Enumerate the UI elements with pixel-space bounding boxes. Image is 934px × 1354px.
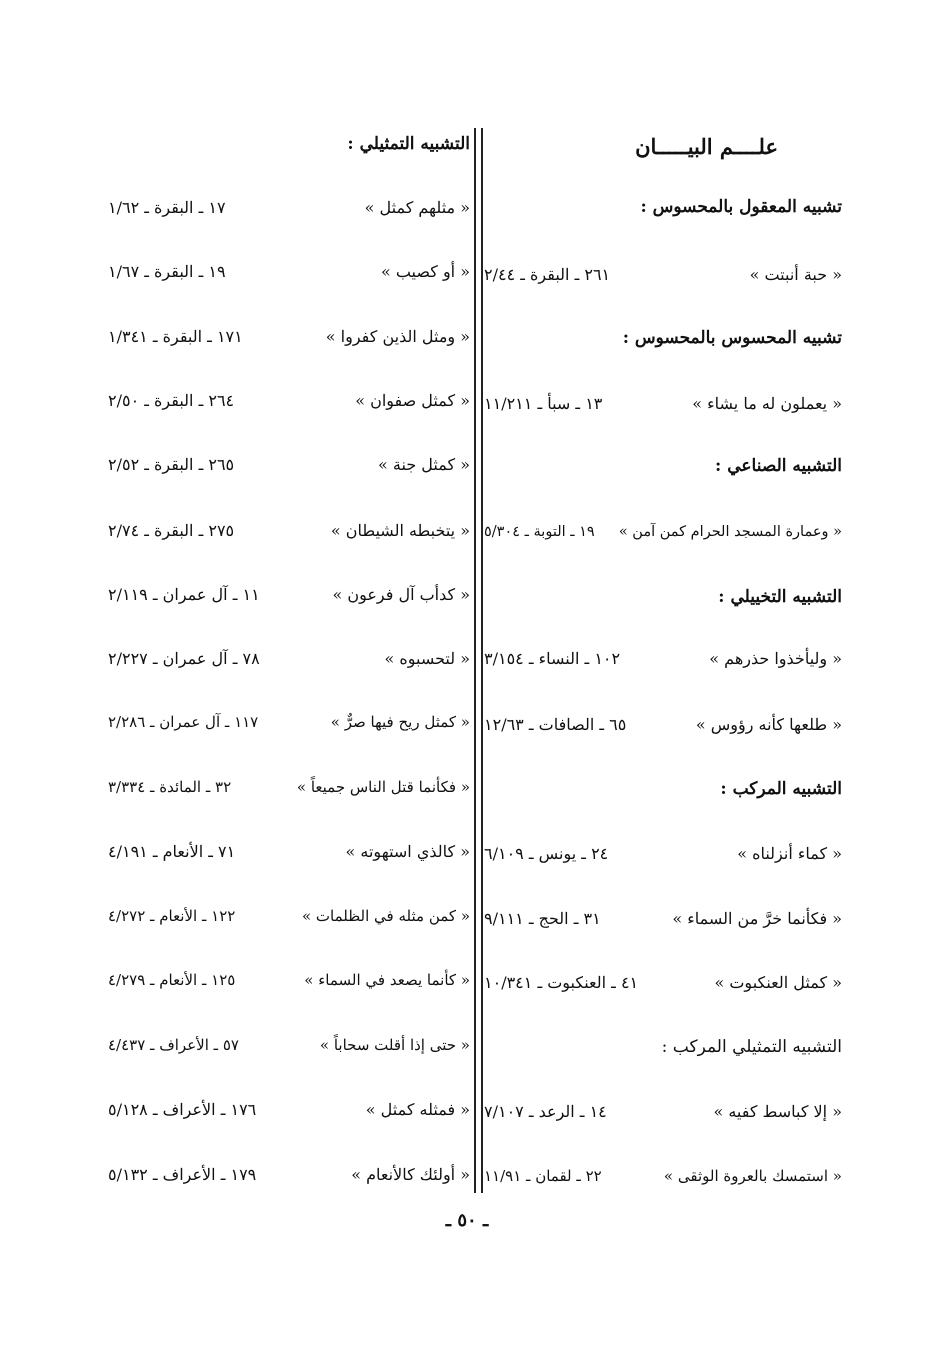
verse-reference: ٣١ ـ الحج ـ ٩/١١١ (484, 908, 601, 928)
right-column-title-row (484, 130, 842, 162)
verse-reference: ١٧٦ ـ الأعراف ـ ٥/١٢٨ (108, 1099, 257, 1119)
quote-phrase: « كمثل العنكبوت » (714, 972, 842, 992)
quote-phrase: « كماء أنزلناه » (737, 843, 842, 863)
list-item (484, 516, 842, 548)
quote-phrase: « كدأب آل فرعون » (332, 584, 470, 604)
list-item (484, 322, 842, 354)
left-column-title: التشبيه التمثيلي : (347, 134, 470, 154)
list-item (484, 1095, 842, 1127)
quote-phrase: « كالذي استهوته » (345, 841, 470, 861)
quote-phrase: « ومثل الذين كفروا » (325, 326, 470, 346)
quote-phrase: « كمثل جنة » (378, 454, 470, 474)
list-item (484, 191, 842, 223)
list-item (108, 1029, 470, 1061)
quote-phrase: « طلعها كأنه رؤوس » (695, 714, 842, 734)
list-item (108, 1093, 470, 1125)
quote-phrase: « فكأنما قتل الناس جميعاً » (296, 778, 470, 796)
quote-phrase: « يعملون له ما يشاء » (692, 393, 842, 413)
verse-reference: ١٠٢ ـ النساء ـ ٣/١٥٤ (484, 648, 621, 668)
verse-reference: ٢٦٤ ـ البقرة ـ ٢/٥٠ (108, 390, 235, 410)
verse-reference: ١٩ ـ التوبة ـ ٥/٣٠٤ (484, 524, 595, 540)
list-item (108, 448, 470, 480)
section-heading: التشبيه التمثيلي المركب : (661, 1037, 842, 1057)
quote-phrase: « كمن مثله في الظلمات » (301, 907, 470, 925)
quote-phrase: « فكأنما خرَّ من السماء » (672, 908, 842, 928)
verse-reference: ١٢٥ ـ الأنعام ـ ٤/٢٧٩ (108, 971, 236, 989)
verse-reference: ٧٨ ـ آل عمران ـ ٢/٢٢٧ (108, 648, 260, 668)
quote-phrase: « إلا كباسط كفيه » (713, 1101, 842, 1121)
verse-reference: ١٧ ـ البقرة ـ ١/٦٢ (108, 197, 226, 217)
verse-reference: ١١ ـ آل عمران ـ ٢/١١٩ (108, 584, 260, 604)
verse-reference: ٥٧ ـ الأعراف ـ ٤/٤٣٧ (108, 1036, 239, 1054)
list-item (108, 320, 470, 352)
quote-phrase: « استمسك بالعروة الوثقى » (663, 1167, 842, 1185)
verse-reference: ١٣ ـ سبأ ـ ١١/٢١١ (484, 393, 603, 413)
list-item (484, 708, 842, 740)
column-divider (474, 128, 483, 1193)
verse-reference: ٧١ ـ الأنعام ـ ٤/١٩١ (108, 841, 236, 861)
quote-phrase: « فمثله كمثل » (365, 1099, 470, 1119)
quote-phrase: « أو كصيب » (380, 261, 470, 281)
verse-reference: ١٢٢ ـ الأنعام ـ ٤/٢٧٢ (108, 907, 236, 925)
list-item (484, 387, 842, 419)
verse-reference: ١٤ ـ الرعد ـ ٧/١٠٧ (484, 1101, 607, 1121)
quote-phrase: « حبة أنبتت » (749, 264, 842, 284)
verse-reference: ١٩ ـ البقرة ـ ١/٦٧ (108, 261, 226, 281)
quote-phrase: « يتخبطه الشيطان » (330, 520, 470, 540)
list-item (108, 578, 470, 610)
section-heading: تشبيه المحسوس بالمحسوس : (622, 328, 842, 348)
quote-phrase: « كمثل ريح فيها صرٌّ » (330, 713, 470, 731)
list-item (484, 581, 842, 613)
quote-phrase: « وعمارة المسجد الحرام كمن آمن » (618, 524, 842, 540)
list-item (484, 837, 842, 869)
verse-reference: ٣٢ ـ المائدة ـ ٣/٣٣٤ (108, 778, 232, 796)
list-item (108, 642, 470, 674)
list-item (484, 1160, 842, 1192)
quote-phrase: « حتى إذا أقلت سحاباً » (319, 1036, 470, 1054)
quote-phrase: « أولئك كالأنعام » (351, 1164, 470, 1184)
verse-reference: ٢٤ ـ يونس ـ ٦/١٠٩ (484, 843, 609, 863)
list-item (108, 964, 470, 996)
left-column-title-row (108, 128, 470, 160)
verse-reference: ٦٥ ـ الصافات ـ ١٢/٦٣ (484, 714, 627, 734)
list-item (108, 900, 470, 932)
section-heading: التشبيه التخييلي : (718, 587, 842, 607)
verse-reference: ٢٢ ـ لقمان ـ ١١/٩١ (484, 1167, 602, 1185)
list-item (108, 835, 470, 867)
verse-reference: ٢٧٥ ـ البقرة ـ ٢/٧٤ (108, 520, 235, 540)
list-item (108, 706, 470, 738)
verse-reference: ٢٦٥ ـ البقرة ـ ٢/٥٢ (108, 454, 235, 474)
list-item (108, 384, 470, 416)
list-item (108, 514, 470, 546)
list-item (484, 902, 842, 934)
quote-phrase: « وليأخذوا حذرهم » (709, 648, 842, 668)
section-heading: التشبيه الصناعي : (715, 456, 842, 476)
verse-reference: ١٧١ ـ البقرة ـ ١/٣٤١ (108, 326, 243, 346)
verse-reference: ١١٧ ـ آل عمران ـ ٢/٢٨٦ (108, 713, 259, 731)
list-item (484, 773, 842, 805)
verse-reference: ٢٦١ ـ البقرة ـ ٢/٤٤ (484, 264, 611, 284)
section-heading: تشبيه المعقول بالمحسوس : (640, 197, 842, 217)
list-item (484, 450, 842, 482)
list-item (108, 1158, 470, 1190)
quote-phrase: « كمثل صفوان » (355, 390, 470, 410)
list-item (484, 966, 842, 998)
list-item (484, 642, 842, 674)
page-number: ـ ٥٠ ـ (445, 1210, 489, 1231)
list-item (108, 771, 470, 803)
section-heading: التشبيه المركب : (720, 779, 842, 799)
list-item (484, 258, 842, 290)
right-column-title: علــــم البيـــــان (635, 133, 778, 159)
verse-reference: ١٧٩ ـ الأعراف ـ ٥/١٣٢ (108, 1164, 257, 1184)
list-item (108, 255, 470, 287)
quote-phrase: « مثلهم كمثل » (364, 197, 470, 217)
list-item (484, 1031, 842, 1063)
list-item (108, 191, 470, 223)
quote-phrase: « كأنما يصعد في السماء » (304, 971, 470, 989)
verse-reference: ٤١ ـ العنكبوت ـ ١٠/٣٤١ (484, 972, 639, 992)
quote-phrase: « لتحسبوه » (384, 648, 470, 668)
